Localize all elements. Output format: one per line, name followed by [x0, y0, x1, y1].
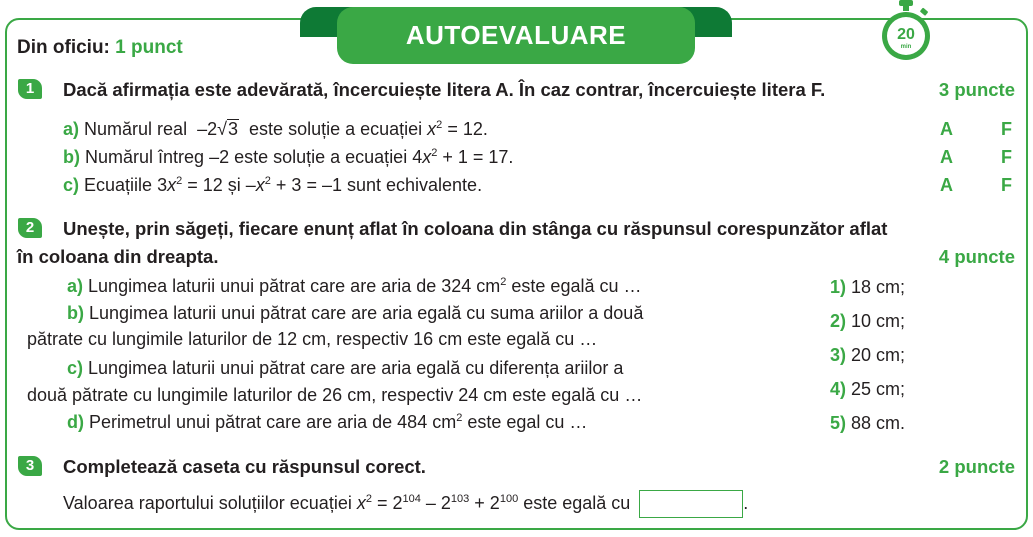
question-2-points: 4 puncte — [938, 246, 1015, 267]
statement-a: a) Numărul real –2√3 este soluție a ecuației $x^2 = 12$. — [63, 119, 488, 139]
question-2-number: 2 — [18, 218, 42, 238]
match-option-4[interactable]: 4) 25 cm; — [830, 379, 906, 399]
match-item-b-line1: b) Lungimea laturii unui pătrat care are aria egală cu suma ariilor a două — [67, 303, 644, 323]
match-option-5[interactable]: 5) 88 cm. — [830, 413, 906, 433]
stopwatch-icon — [876, 0, 936, 62]
oficiu-points: 1 punct — [115, 37, 183, 58]
match-option-3[interactable]: 3) 20 cm; — [830, 345, 906, 365]
answer-a-true[interactable]: A — [940, 119, 953, 139]
match-item-d: d) Perimetrul unui pătrat care are aria de 484 $cm^2$ este egal cu … — [67, 412, 588, 432]
sqrt-symbol: √ — [217, 119, 228, 139]
oficiu-label: Din oficiu: — [17, 37, 110, 58]
match-item-c-line1: c) Lungimea laturii unui pătrat care are aria egală cu diferența ariilor a — [67, 358, 624, 378]
timer-minutes: 20 — [897, 26, 915, 43]
answer-a-false[interactable]: F — [1001, 119, 1012, 139]
question-2-text-line2: în coloana din dreapta. — [17, 246, 219, 267]
question-1-text: Dacă afirmația este adevărată, încercuiește litera A. În caz contrar, încercuiește litera F. — [63, 79, 826, 100]
statement-b: b) Numărul întreg –2 este soluție a ecuației $4x^2 + 1 = 17$. — [63, 147, 514, 167]
answer-b-false[interactable]: F — [1001, 147, 1012, 167]
match-option-2[interactable]: 2) 10 cm; — [830, 311, 906, 331]
question-1-number: 1 — [18, 79, 42, 99]
answer-box[interactable] — [639, 490, 743, 518]
answer-c-true[interactable]: A — [940, 175, 953, 195]
match-option-1[interactable]: 1) 18 cm; — [830, 277, 906, 297]
match-item-c-line2: două pătrate cu lungimile laturilor de 26 cm, respectiv 24 cm este egală cu … — [27, 385, 643, 405]
match-item-b-line2: pătrate cu lungimile laturilor de 12 cm, respectiv 16 cm este egală cu … — [27, 329, 598, 349]
question-1-points: 3 puncte — [938, 79, 1015, 100]
timer-unit: min — [900, 44, 912, 50]
question-3-text: Completează caseta cu răspunsul corect. — [63, 456, 426, 477]
question-3-points: 2 puncte — [938, 456, 1015, 477]
question-3-number: 3 — [18, 456, 42, 476]
oficiu-line — [17, 37, 183, 59]
statement-c: c) Ecuațiile $3x^2 = 12$ și $-x^2 + 3 = -1$ sunt echivalente. — [63, 175, 483, 195]
page-title: AUTOEVALUARE — [337, 7, 695, 64]
answer-c-false[interactable]: F — [1001, 175, 1012, 195]
question-3-statement: Valoarea raportului soluțiilor ecuației $x^2 = 2^{104} - 2^{103} + 2^{100}$ este egală cu . — [63, 490, 748, 518]
answer-b-true[interactable]: A — [940, 147, 953, 167]
match-item-a: a) Lungimea laturii unui pătrat care are aria de 324 $cm^2$ este egală cu … — [67, 276, 642, 296]
question-2-text-line1: Unește, prin săgeți, fiecare enunț aflat în coloana din stânga cu răspunsul corespunzător aflat — [63, 218, 888, 239]
